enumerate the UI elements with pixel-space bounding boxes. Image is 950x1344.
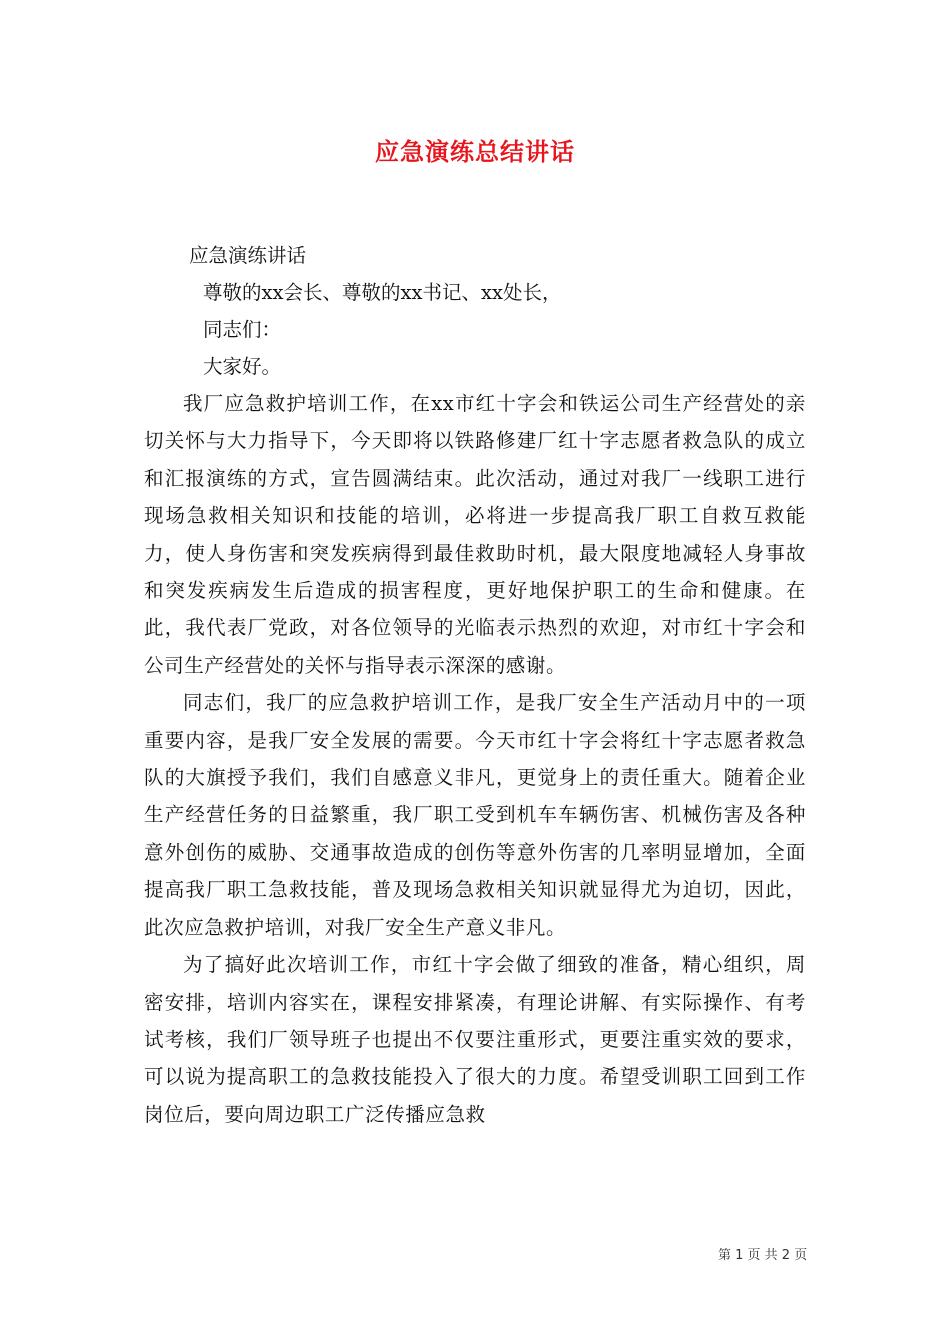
- salutation: 尊敬的xx会长、尊敬的xx书记、xx处长，: [203, 281, 562, 304]
- paragraph: 同志们，我厂的应急救护培训工作，是我厂安全生产活动月中的一项重要内容，是我厂安全发展的需要。今天市红十字会将红十字志愿者救急队的大旗授予我们，我们自感意义非凡，更觉身上的责任重大。随着企业生产经营任务的日益繁重，我厂职工受到机车车辆伤害、机械伤害及各种意外创伤的威胁、交通事故造成的创伤等意外伤害的几率明显增加，全面提高我厂职工急救技能，普及现场急救相关知识就显得尤为迫切，因此，此次应急救护培训，对我厂安全生产意义非凡。: [144, 691, 806, 939]
- paragraph: 我厂应急救护培训工作，在xx市红十字会和铁运公司生产经营处的亲切关怀与大力指导下，今天即将以铁路修建厂红十字志愿者救急队的成立和汇报演练的方式，宣告圆满结束。此次活动，通过对我厂一线职工进行现场急救相关知识和技能的培训，必将进一步提高我厂职工自救互救能力，使人身伤害和突发疾病得到最佳救助时机，最大限度地减轻人身事故和突发疾病发生后造成的损害程度，更好地保护职工的生命和健康。在此，我代表厂党政，对各位领导的光临表示热烈的欢迎，对市红十字会和公司生产经营处的关怀与指导表示深深的感谢。: [144, 392, 806, 677]
- paragraph: 为了搞好此次培训工作，市红十字会做了细致的准备，精心组织，周密安排，培训内容实在，课程安排紧凑，有理论讲解、有实际操作、有考试考核，我们厂领导班子也提出不仅要注重形式，更要注重实效的要求，可以说为提高职工的急救技能投入了很大的力度。希望受训职工回到工作岗位后，要向周边职工广泛传播应急救: [144, 953, 806, 1126]
- document-subtitle: 应急演练讲话: [189, 244, 307, 267]
- page-indicator: 第 1 页 共 2 页: [718, 1248, 808, 1263]
- greeting-hello: 大家好。: [203, 355, 282, 378]
- document-body: [144, 385, 806, 1133]
- greeting-comrades: 同志们：: [203, 318, 282, 341]
- document-title: 应急演练总结讲话: [375, 138, 575, 166]
